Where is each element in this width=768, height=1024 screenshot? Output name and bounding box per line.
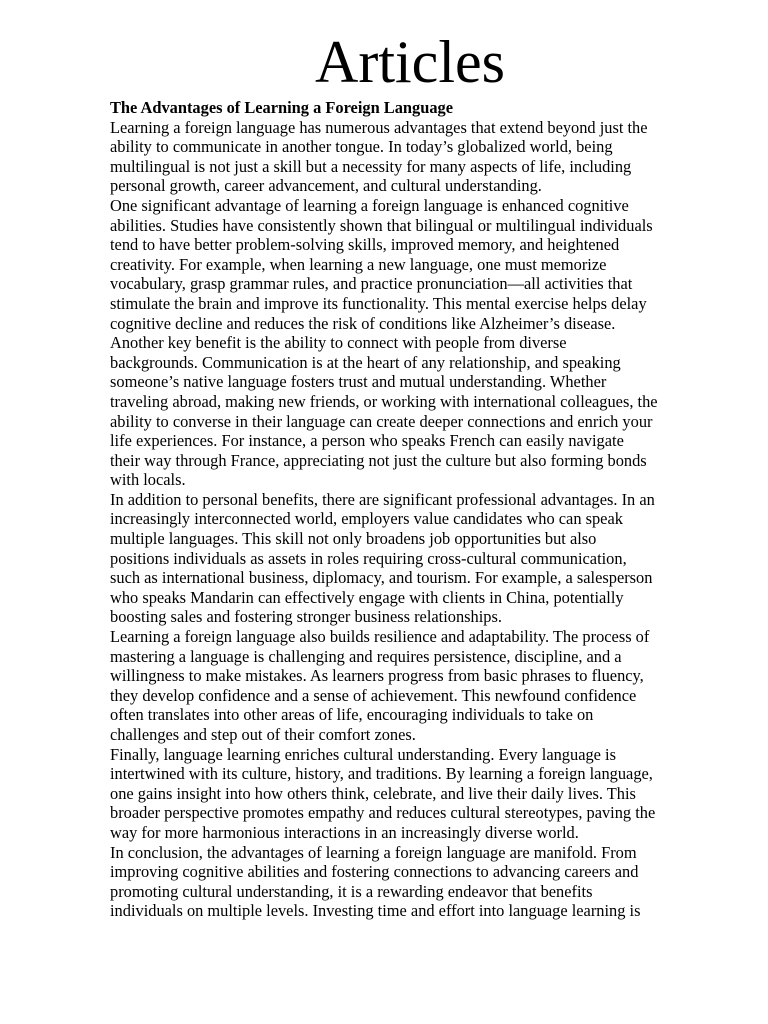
paragraph-line: multilingual is not just a skill but a necessity for many aspects of life, including [110,156,632,176]
paragraph-line: Finally, language learning enriches cultural understanding. Every language is [110,744,616,764]
paragraph-line: In addition to personal benefits, there are significant professional advantages. In an [110,489,655,509]
article-paragraph [110,745,716,843]
paragraph-line: someone’s native language fosters trust and mutual understanding. Whether [110,372,607,392]
paragraph-line: positions individuals as assets in roles requiring cross-cultural communication, [110,548,627,568]
paragraph-line: mastering a language is challenging and requires persistence, discipline, and a [110,646,622,666]
paragraph-line: one gains insight into how others think, celebrate, and live their daily lives. This [110,783,636,803]
article-paragraph [110,490,716,627]
paragraph-line: backgrounds. Communication is at the heart of any relationship, and speaking [110,352,621,372]
paragraph-line: traveling abroad, making new friends, or working with international colleagues, the [110,391,658,411]
paragraph-line: boosting sales and fostering stronger business relationships. [110,607,502,627]
paragraph-line: ability to converse in their language can create deeper connections and enrich your [110,411,653,431]
article-heading: The Advantages of Learning a Foreign Language [110,98,454,117]
paragraph-line: Learning a foreign language also builds resilience and adaptability. The process of [110,627,650,647]
paragraph-line: multiple languages. This skill not only broadens job opportunities but also [110,529,597,549]
paragraph-line: intertwined with its culture, history, and traditions. By learning a foreign language, [110,764,653,784]
paragraph-line: Another key benefit is the ability to connect with people from diverse [110,333,567,353]
paragraph-line: personal growth, career advancement, and cultural understanding. [110,176,542,196]
paragraph-line: often translates into other areas of life, encouraging individuals to take on [110,705,594,725]
article-paragraph [110,196,716,333]
paragraph-line: broader perspective promotes empathy and reduces cultural stereotypes, paving the [110,803,656,823]
paragraph-line: they develop confidence and a sense of achievement. This newfound confidence [110,685,637,705]
paragraph-line: life experiences. For instance, a person who speaks French can easily navigate [110,431,624,451]
article-paragraph [110,627,716,745]
article-paragraph [110,333,716,490]
paragraph-line: individuals on multiple levels. Investing time and effort into language learning is [110,901,641,921]
paragraph-line: ability to communicate in another tongue. In today’s globalized world, being [110,137,613,157]
paragraph-line: tend to have better problem-solving skills, improved memory, and heightened [110,235,620,255]
page-title: Articles [315,29,505,95]
paragraph-line: way for more harmonious interactions in an increasingly diverse world. [110,822,579,842]
paragraph-line: such as international business, diplomacy, and tourism. For example, a salesperson [110,568,653,588]
paragraph-line: promoting cultural understanding, it is a rewarding endeavor that benefits [110,881,593,901]
paragraph-line: willingness to make mistakes. As learners progress from basic phrases to fluency, [110,666,644,686]
paragraph-line: their way through France, appreciating not just the culture but also forming bonds [110,450,647,470]
paragraph-line: cognitive decline and reduces the risk of conditions like Alzheimer’s disease. [110,313,616,333]
article-paragraph [110,118,716,196]
paragraph-line: improving cognitive abilities and fostering connections to advancing careers and [110,862,639,882]
paragraph-line: challenges and step out of their comfort zones. [110,725,416,744]
article-paragraph [110,843,716,921]
paragraph-line: with locals. [110,470,186,490]
paragraph-line: Learning a foreign language has numerous advantages that extend beyond just the [110,117,648,137]
paragraph-line: One significant advantage of learning a foreign language is enhanced cognitive [110,195,629,215]
paragraph-line: who speaks Mandarin can effectively engage with clients in China, potentially [110,587,624,607]
paragraph-line: creativity. For example, when learning a new language, one must memorize [110,254,607,274]
paragraph-line: increasingly interconnected world, employers value candidates who can speak [110,509,623,529]
paragraph-line: abilities. Studies have consistently shown that bilingual or multilingual individuals [110,215,653,235]
paragraphs-container [110,118,716,921]
article-body [110,98,716,921]
paragraph-line: vocabulary, grasp grammar rules, and practice pronunciation—all activities that [110,274,633,294]
paragraph-line: stimulate the brain and improve its functionality. This mental exercise helps delay [110,293,647,313]
paragraph-line: In conclusion, the advantages of learning a foreign language are manifold. From [110,842,637,862]
